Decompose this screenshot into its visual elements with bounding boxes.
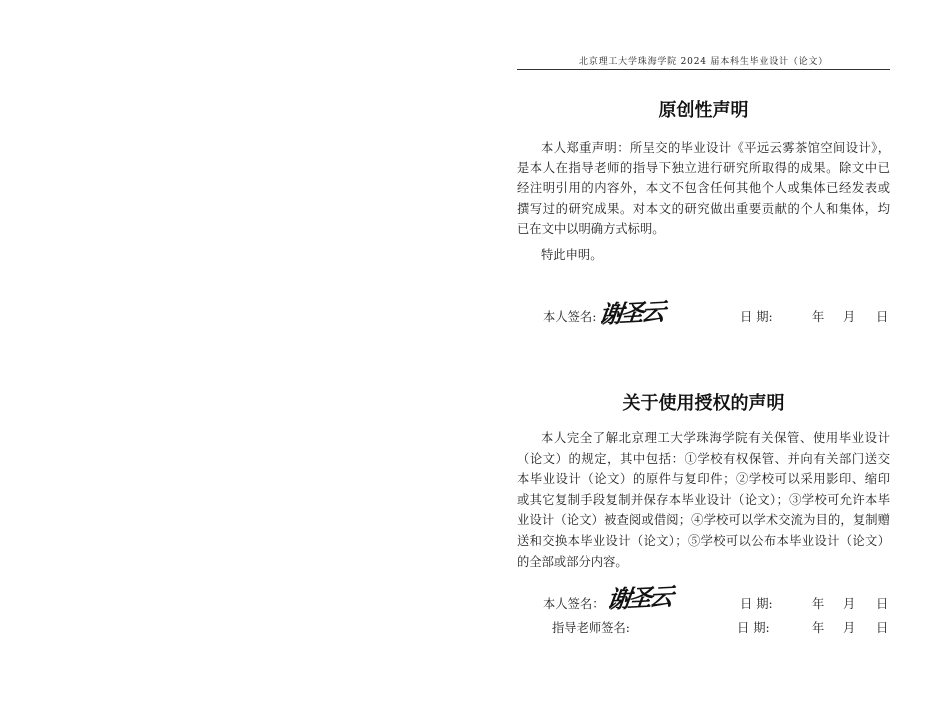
paragraph-line: 的全部或部分内容。 bbox=[517, 554, 628, 569]
date-year: 年 bbox=[812, 597, 825, 611]
paragraph-line: 或其它复制手段复制并保存本毕业设计（论文）；③学校可允许本毕 bbox=[517, 492, 890, 507]
paragraph-line: 是本人在指导老师的指导下独立进行研究所取得的成果。除文中已 bbox=[517, 161, 890, 176]
date-day: 日 bbox=[876, 597, 889, 611]
author-handwritten-signature: 谢圣云 bbox=[605, 581, 673, 614]
authorization-title: 关于使用授权的声明 bbox=[622, 393, 785, 414]
date-label: 日 期: bbox=[740, 597, 773, 611]
author-handwritten-signature: 谢圣云 bbox=[597, 296, 665, 329]
author-signature-label: 本人签名： bbox=[543, 597, 605, 611]
date-month: 月 bbox=[843, 621, 856, 635]
advisor-signature-label: 指导老师签名: bbox=[552, 621, 630, 635]
originality-paragraph bbox=[517, 138, 890, 239]
paragraph-line: 送和交换本毕业设计（论文）；⑤学校可以公布本毕业设计（论文） bbox=[517, 533, 890, 548]
paragraph-line: 已在文中以明确方式标明。 bbox=[517, 221, 665, 236]
paragraph-line: （论文）的规定，其中包括：①学校有权保管、并向有关部门送交 bbox=[517, 451, 890, 466]
date-day: 日 bbox=[876, 310, 889, 324]
date-day: 日 bbox=[876, 621, 889, 635]
closing-statement: 特此申明。 bbox=[541, 248, 603, 262]
date-month: 月 bbox=[843, 597, 856, 611]
date-year: 年 bbox=[812, 310, 825, 324]
paragraph-line: 业设计（论文）被查阅或借阅；④学校可以学术交流为目的，复制赠 bbox=[517, 513, 890, 528]
paragraph-line: 经注明引用的内容外，本文不包含任何其他个人或集体已经发表或 bbox=[517, 181, 890, 196]
author-signature-label: 本人签名: bbox=[543, 310, 597, 324]
paragraph-line: 撰写过的研究成果。对本文的研究做出重要贡献的个人和集体，均 bbox=[517, 201, 890, 216]
paragraph-line: 本毕业设计（论文）的原件与复印件；②学校可以采用影印、缩印 bbox=[517, 472, 890, 487]
paragraph-line: 本人郑重声明：所呈交的毕业设计《平远云雾茶馆空间设计》， bbox=[541, 141, 890, 155]
originality-title: 原创性声明 bbox=[658, 100, 749, 121]
header-rule bbox=[517, 69, 890, 70]
date-month: 月 bbox=[843, 310, 856, 324]
date-label: 日 期: bbox=[737, 621, 770, 635]
date-label: 日 期: bbox=[740, 310, 773, 324]
paragraph-line: 本人完全了解北京理工大学珠海学院有关保管、使用毕业设计 bbox=[541, 431, 890, 445]
running-header: 北京理工大学珠海学院 2024 届本科生毕业设计（论文） bbox=[578, 57, 829, 67]
authorization-paragraph bbox=[517, 428, 890, 572]
date-year: 年 bbox=[812, 621, 825, 635]
